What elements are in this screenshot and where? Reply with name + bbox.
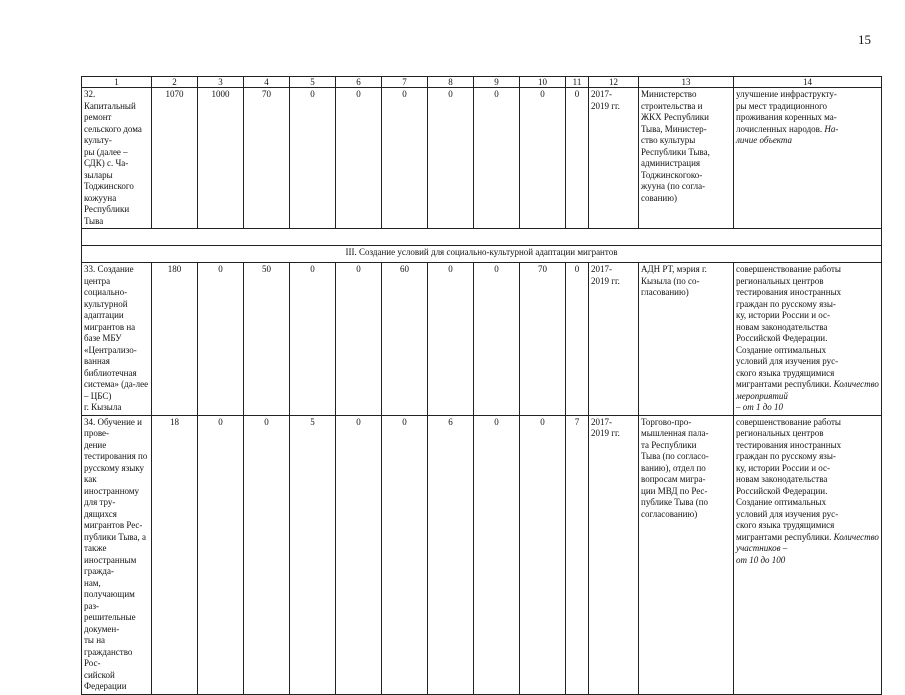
value-cell: 0 xyxy=(566,88,589,229)
column-header: 11 xyxy=(566,77,589,88)
value-cell: 6 xyxy=(428,415,474,694)
value-cell: 0 xyxy=(520,415,566,694)
value-cell: 7 xyxy=(566,415,589,694)
result-indicator: Количество мероприятий – от 1 до 10 xyxy=(736,379,879,412)
value-cell: 50 xyxy=(244,263,290,416)
program-table xyxy=(81,76,882,695)
value-cell: 0 xyxy=(474,263,520,416)
column-header: 7 xyxy=(382,77,428,88)
result-cell xyxy=(734,415,882,694)
value-cell: 0 xyxy=(244,415,290,694)
executor-cell: Торгово-про- мышленная пала- та Республики Тыва (по согласо- ванию), отдел по вопросам мигра- ции МВД по Рес- публике Тыва (по согласованию) xyxy=(639,415,734,694)
spacer-row xyxy=(82,229,882,246)
column-header: 9 xyxy=(474,77,520,88)
value-cell: 0 xyxy=(520,88,566,229)
column-header: 12 xyxy=(589,77,639,88)
table-row xyxy=(82,415,882,694)
executor-cell: Министерство строительства и ЖКХ Республики Тыва, Министер- ство культуры Республики Тыва, администрация Тоджинскогоко- жууна (по согла- сованию) xyxy=(639,88,734,229)
result-text: совершенствование работы региональных центров тестирования иностранных граждан по русскому язы- ку, истории России и ос- новам законодательства Российской Федерации. Создание оптимальных условий для изучения рус- ского языка трудящимися мигрантами республики. xyxy=(736,416,842,542)
value-cell: 0 xyxy=(336,88,382,229)
measure-name: 32. Капитальный ремонт сельского дома культу- ры (далее – СДК) с. Ча- зылары Тоджинского кожууна Республики Тыва xyxy=(82,88,152,229)
table-row xyxy=(82,88,882,229)
value-cell: 70 xyxy=(520,263,566,416)
value-cell: 0 xyxy=(290,263,336,416)
value-cell: 180 xyxy=(152,263,198,416)
value-cell: 0 xyxy=(474,415,520,694)
value-cell: 1000 xyxy=(198,88,244,229)
value-cell: 0 xyxy=(198,263,244,416)
result-cell xyxy=(734,88,882,229)
result-indicator: Количество участников – от 10 до 100 xyxy=(736,531,879,565)
column-header: 8 xyxy=(428,77,474,88)
period-cell: 2017- 2019 гг. xyxy=(589,88,639,229)
value-cell: 5 xyxy=(290,415,336,694)
value-cell: 0 xyxy=(428,88,474,229)
spacer-cell xyxy=(82,229,882,246)
measure-name: 34. Обучение и прове- дение тестирования по русскому языку как иностранному для тру- дящихся мигрантов Рес- публики Тыва, а также иностранным гражда- нам, получающим раз- решительные докумен- ты на гражданство Рос- сийской Федерации xyxy=(82,415,152,694)
table-row xyxy=(82,263,882,416)
value-cell: 60 xyxy=(382,263,428,416)
period-cell: 2017- 2019 гг. xyxy=(589,263,639,416)
column-header: 13 xyxy=(639,77,734,88)
value-cell: 0 xyxy=(428,263,474,416)
value-cell: 0 xyxy=(336,263,382,416)
section-title: III. Создание условий для социально-культурной адаптации мигрантов xyxy=(82,246,882,263)
value-cell: 0 xyxy=(382,415,428,694)
value-cell: 18 xyxy=(152,415,198,694)
column-header: 6 xyxy=(336,77,382,88)
executor-cell: АДН РТ, мэрия г. Кызыла (по со- гласованию) xyxy=(639,263,734,416)
column-header: 3 xyxy=(198,77,244,88)
column-header: 14 xyxy=(734,77,882,88)
column-header: 2 xyxy=(152,77,198,88)
column-number-row xyxy=(82,77,882,88)
value-cell: 1070 xyxy=(152,88,198,229)
column-header: 1 xyxy=(82,77,152,88)
column-header: 5 xyxy=(290,77,336,88)
value-cell: 0 xyxy=(474,88,520,229)
result-cell xyxy=(734,263,882,416)
column-header: 10 xyxy=(520,77,566,88)
value-cell: 70 xyxy=(244,88,290,229)
page-number: 15 xyxy=(858,32,871,47)
section-row xyxy=(82,246,882,263)
value-cell: 0 xyxy=(198,415,244,694)
period-cell: 2017- 2019 гг. xyxy=(589,415,639,694)
value-cell: 0 xyxy=(382,88,428,229)
result-indicator: На- личие объекта xyxy=(736,123,839,145)
value-cell: 0 xyxy=(336,415,382,694)
result-text: улучшение инфраструкту- ры мест традиционного проживания коренных ма- лочисленных народов. xyxy=(736,89,837,134)
column-header: 4 xyxy=(244,77,290,88)
result-text: совершенствование работы региональных центров тестирования иностранных граждан по русскому язы- ку, истории России и ос- новам законодательства Российской Федерации. Создание оптимальных условий для изучения рус- ского языка трудящимися мигрантами республики. xyxy=(736,264,842,389)
measure-name: 33. Создание центра социально-культурной адаптации мигрантов на базе МБУ «Централизо- ванная библиотечная система» (да-лее – ЦБС) г. Кызыла xyxy=(82,263,152,416)
value-cell: 0 xyxy=(566,263,589,416)
value-cell: 0 xyxy=(290,88,336,229)
